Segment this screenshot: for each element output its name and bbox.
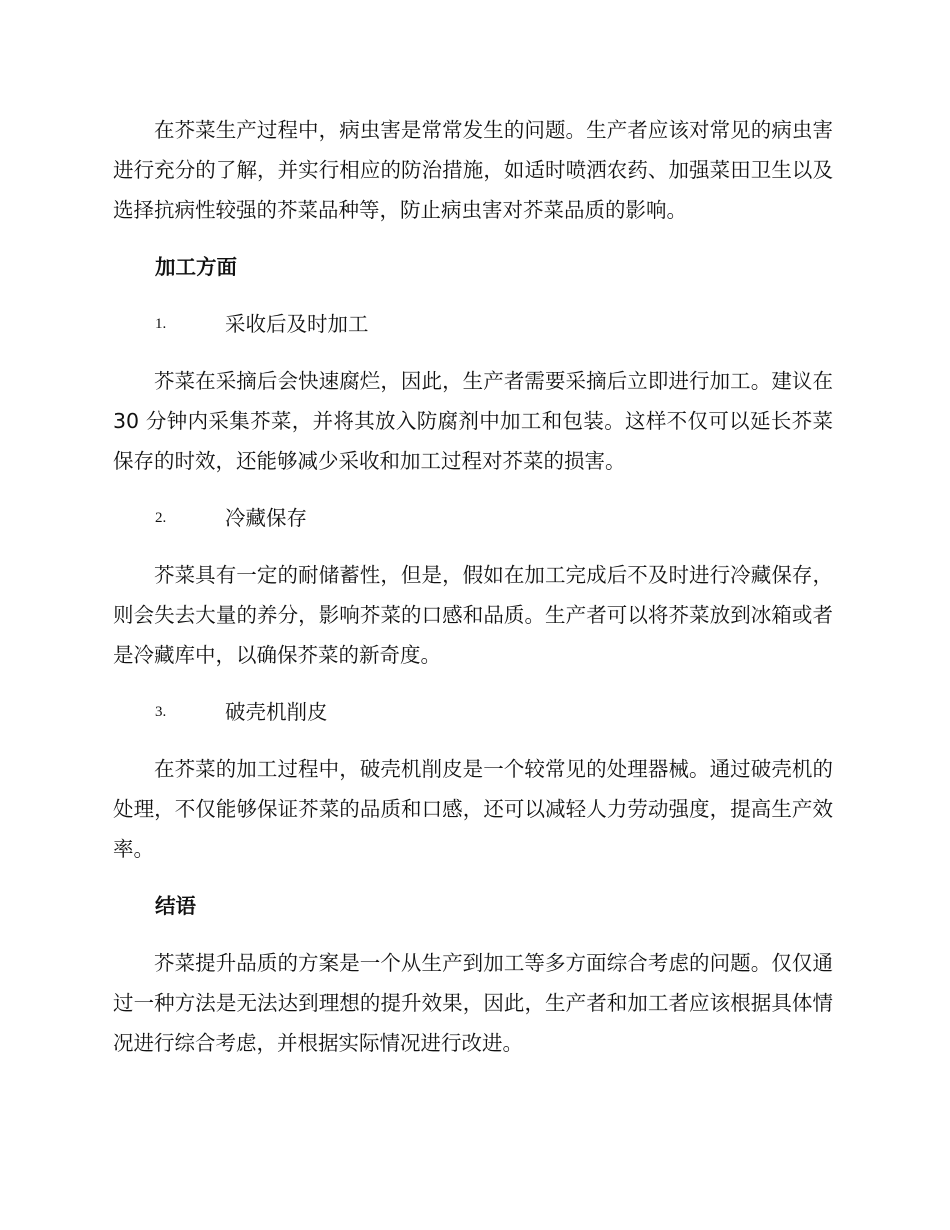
item-3-paragraph: 在芥菜的加工过程中，破壳机削皮是一个较常见的处理器械。通过破壳机的处理，不仅能够保证芥菜的品质和口感，还可以减轻人力劳动强度，提高生产效率。 (113, 757, 833, 861)
numbered-item-3 (113, 692, 833, 732)
item-title: 冷藏保存 (225, 506, 307, 530)
item-title: 破壳机削皮 (225, 700, 328, 724)
section-heading-processing: 加工方面 (155, 255, 237, 279)
item-number: 3. (155, 704, 167, 720)
intro-paragraph: 在芥菜生产过程中，病虫害是常常发生的问题。生产者应该对常见的病虫害进行充分的了解，并实行相应的防治措施，如适时喷洒农药、加强菜田卫生以及选择抗病性较强的芥菜品种等，防止病虫害对芥菜品质的影响。 (113, 118, 833, 222)
conclusion-paragraph: 芥菜提升品质的方案是一个从生产到加工等多方面综合考虑的问题。仅仅通过一种方法是无法达到理想的提升效果，因此，生产者和加工者应该根据具体情况进行综合考虑，并根据实际情况进行改进。 (113, 951, 833, 1055)
item-1-paragraph: 芥菜在采摘后会快速腐烂，因此，生产者需要采摘后立即进行加工。建议在 30 分钟内采集芥菜，并将其放入防腐剂中加工和包装。这样不仅可以延长芥菜保存的时效，还能够减少采收和加工过程对芥菜的损害。 (113, 369, 833, 473)
numbered-item-1 (113, 304, 833, 344)
item-number: 1. (155, 316, 167, 332)
item-2-paragraph: 芥菜具有一定的耐储蓄性，但是，假如在加工完成后不及时进行冷藏保存，则会失去大量的养分，影响芥菜的口感和品质。生产者可以将芥菜放到冰箱或者是冷藏库中，以确保芥菜的新奇度。 (113, 563, 833, 667)
numbered-item-2 (113, 498, 833, 538)
item-title: 采收后及时加工 (225, 312, 369, 336)
section-heading-conclusion: 结语 (155, 894, 196, 918)
item-number: 2. (155, 510, 167, 526)
document-page (113, 110, 833, 1080)
